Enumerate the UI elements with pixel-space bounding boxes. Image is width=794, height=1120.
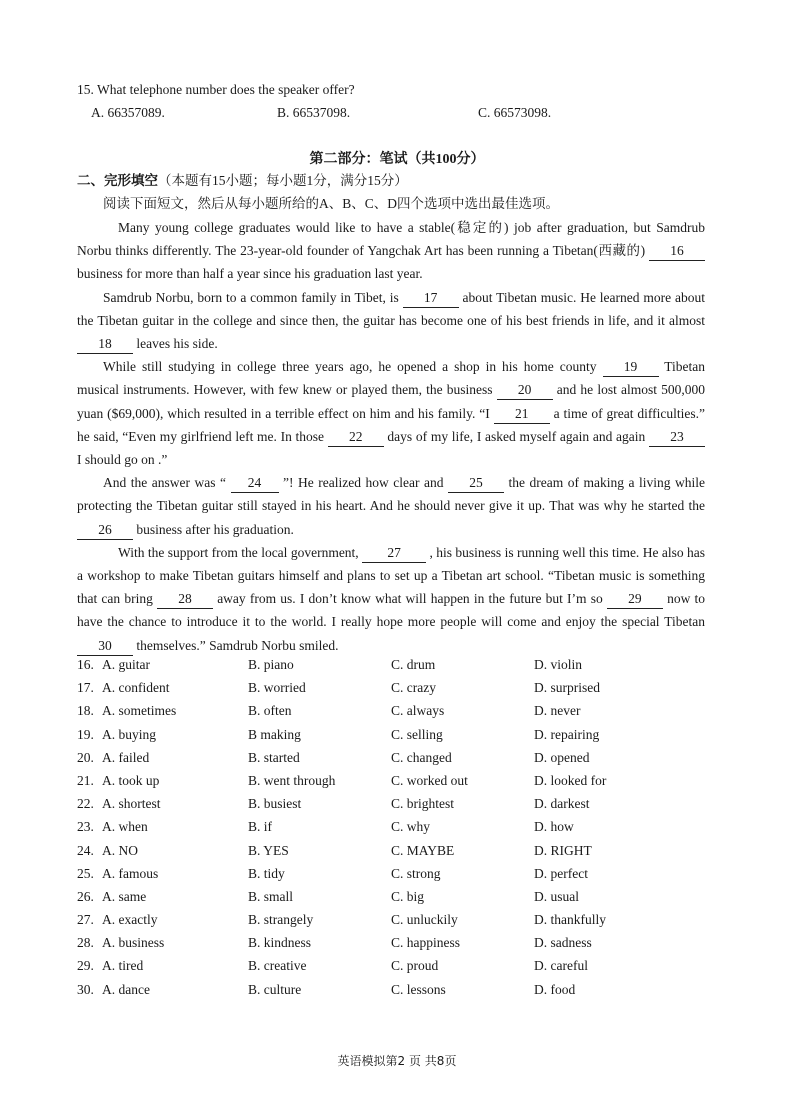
option-b: B. strangely	[248, 912, 314, 928]
option-b: B. small	[248, 888, 294, 904]
blank-22: 22	[328, 428, 384, 447]
option-d: D. darkest	[534, 796, 590, 812]
passage	[77, 216, 705, 657]
option-c: C. big	[391, 888, 425, 904]
option-c: C. lessons	[391, 981, 446, 997]
option-c: C. drum	[391, 657, 436, 672]
question-number: 25.	[77, 865, 94, 881]
option-b: B. if	[248, 819, 273, 835]
question-15-text: 15. What telephone number does the speaker offer?	[77, 82, 355, 97]
option-a: A. same	[102, 888, 147, 904]
option-b: B making	[248, 726, 301, 742]
option-a: A. when	[102, 819, 148, 835]
option-c: C. happiness	[391, 935, 460, 951]
question-number: 16.	[77, 657, 94, 672]
blank-16: 16	[649, 242, 705, 261]
passage-text: themselves.” Samdrub Norbu smiled.	[133, 637, 339, 653]
blank-27: 27	[362, 544, 426, 563]
instruction-text: 阅读下面短文，然后从每小题所给的A、B、C、D四个选项中选出最佳选项。	[103, 196, 560, 211]
option-d: D. opened	[534, 749, 590, 765]
question-number: 19.	[77, 726, 94, 742]
option-row	[77, 794, 717, 817]
option-b: B. creative	[248, 958, 307, 974]
option-row	[77, 933, 717, 956]
option-c: C. strong	[391, 865, 441, 881]
option-c: C. unluckily	[391, 912, 458, 928]
option-row	[77, 725, 717, 748]
option-d: D. usual	[534, 888, 579, 904]
section-title: 第二部分：笔试（共100分）	[309, 152, 485, 167]
part-heading	[77, 171, 408, 191]
option-c: C. proud	[391, 958, 439, 974]
passage-text: With the support from the local government,	[118, 544, 363, 560]
option-a: A. business	[102, 935, 165, 951]
passage-text: leaves his side.	[133, 336, 218, 352]
option-b: B. started	[248, 749, 300, 765]
question-number: 23.	[77, 819, 94, 835]
option-c: C. why	[391, 819, 431, 835]
option-d: D. never	[534, 703, 581, 719]
option-d: D. careful	[534, 958, 588, 974]
question-number: 20.	[77, 749, 94, 765]
passage-paragraph-5	[77, 541, 705, 657]
option-c: C. brightest	[391, 796, 454, 812]
option-c: C. always	[391, 703, 445, 719]
option-row	[77, 887, 717, 910]
option-d: D. repairing	[534, 726, 600, 742]
option-row	[77, 817, 717, 840]
option-b: B. piano	[248, 657, 294, 672]
option-row	[77, 956, 717, 979]
option-d: D. how	[534, 819, 574, 835]
blank-24: 24	[231, 474, 279, 493]
option-d: D. surprised	[534, 680, 600, 696]
passage-text: Many young college graduates would like to have a stable(稳定的) job after graduation, but Samdrub Norbu thinks differently. The 23-year-old founder of Yangchak Art has been running a Tibetan(西藏的)	[77, 220, 705, 259]
question-number: 21.	[77, 772, 94, 788]
option-a: A. NO	[102, 842, 138, 858]
option-a: A. exactly	[102, 912, 158, 928]
option-row	[77, 910, 717, 933]
part-heading-note: （本题有15小题；每小题1分，满分15分）	[158, 173, 408, 188]
blank-26: 26	[77, 521, 133, 540]
blank-18: 18	[77, 335, 133, 354]
passage-text: away from us. I don’t know what will happen in the future but I’m so	[213, 591, 607, 607]
question-number: 24.	[77, 842, 94, 858]
option-d: D. sadness	[534, 935, 592, 951]
option-a: A. took up	[102, 772, 160, 788]
passage-text: business after his graduation.	[133, 521, 294, 537]
option-b: B. kindness	[248, 935, 312, 951]
passage-paragraph-2	[77, 286, 705, 356]
passage-text: , his business is running well this time. He also has a workshop to make Tibetan guitars himself and plans to set up a Tibetan art school. “Tibetan music is something that can bring	[77, 544, 705, 607]
part-heading-label: 二、完形填空	[77, 173, 158, 188]
option-b: B. culture	[248, 981, 302, 997]
option-a: A. guitar	[102, 657, 150, 672]
option-a: A. famous	[102, 865, 159, 881]
option-row	[77, 678, 717, 701]
option-d: D. perfect	[534, 865, 588, 881]
option-b: B. tidy	[248, 865, 285, 881]
option-row	[77, 841, 717, 864]
option-row	[77, 655, 717, 678]
question-number: 17.	[77, 680, 94, 696]
option-d: D. violin	[534, 657, 583, 672]
option-c: C. changed	[391, 749, 452, 765]
blank-29: 29	[607, 590, 663, 609]
option-c: C. worked out	[391, 772, 468, 788]
option-row	[77, 864, 717, 887]
blank-21: 21	[494, 405, 550, 424]
blank-25: 25	[448, 474, 504, 493]
option-row	[77, 980, 717, 1003]
passage-text: about Tibetan music. He learned more about the Tibetan guitar in the college and since then, the guitar has become one of his best friends in life, and it almost	[77, 289, 705, 328]
option-d: D. RIGHT	[534, 842, 592, 858]
question-number: 26.	[77, 888, 94, 904]
option-a: A. buying	[102, 726, 156, 742]
option-a: A. shortest	[102, 796, 161, 812]
option-b: B. YES	[248, 842, 289, 858]
passage-text: While still studying in college three years ago, he opened a shop in his home county	[103, 359, 603, 375]
option-c: C. crazy	[391, 680, 436, 696]
passage-text: the dream of making a living while protecting the Tibetan guitar still stayed in his heart. And he should never give it up. That was why he started the	[77, 475, 705, 514]
option-row	[77, 701, 717, 724]
option-d: D. thankfully	[534, 912, 606, 928]
question-number: 22.	[77, 796, 94, 812]
option-a: A. dance	[102, 981, 150, 997]
passage-text: days of my life, I asked myself again and again	[383, 428, 649, 444]
option-d: D. food	[534, 981, 576, 997]
blank-23: 23	[649, 428, 705, 447]
option-a: A. sometimes	[102, 703, 177, 719]
question-number: 29.	[77, 958, 94, 974]
option-b: B. worried	[248, 680, 306, 696]
option-b: B. often	[248, 703, 292, 719]
passage-text: business for more than half a year since his graduation last year.	[77, 266, 423, 282]
passage-text: Samdrub Norbu, born to a common family in Tibet, is	[103, 289, 403, 305]
passage-text: Tibetan musical instruments. However, with few knew or played them, the business	[77, 359, 705, 398]
passage-text: And the answer was “	[103, 475, 231, 491]
page-footer: 英语模拟第2 页 共8页	[337, 1054, 457, 1068]
passage-text: a time of great difficulties.” he said, “Even my girlfriend left me. In those	[77, 405, 705, 444]
question-number: 27.	[77, 912, 94, 928]
option-d: D. looked for	[534, 772, 607, 788]
blank-20: 20	[497, 381, 553, 400]
blank-19: 19	[603, 358, 659, 377]
option-b: B. went through	[248, 772, 336, 788]
passage-paragraph-3	[77, 355, 705, 471]
passage-text: ”! He realized how clear and	[278, 475, 448, 491]
q15-option-c: C. 66573098.	[478, 105, 552, 120]
option-row	[77, 748, 717, 771]
q15-option-a: A. 66357089.	[91, 105, 165, 120]
option-b: B. busiest	[248, 796, 302, 812]
option-c: C. MAYBE	[391, 842, 455, 858]
option-row	[77, 771, 717, 794]
option-a: A. failed	[102, 749, 150, 765]
option-a: A. confident	[102, 680, 170, 696]
blank-17: 17	[403, 289, 459, 308]
passage-paragraph-4	[77, 471, 705, 541]
option-c: C. selling	[391, 726, 443, 742]
option-a: A. tired	[102, 958, 144, 974]
q15-option-b: B. 66537098.	[277, 105, 351, 120]
passage-text: and he lost almost 500,000 yuan ($69,000), which resulted in a terrible effect on him and his family. “I	[77, 382, 705, 421]
blank-30: 30	[77, 637, 133, 656]
answer-options	[77, 655, 717, 1003]
passage-text: now to have the chance to introduce it to the world. I really hope more people will come and enjoy the special Tibetan	[77, 591, 705, 630]
question-number: 18.	[77, 703, 94, 719]
passage-paragraph-1	[77, 216, 705, 286]
question-number: 28.	[77, 935, 94, 951]
passage-text: I should go on .”	[77, 452, 168, 468]
question-number: 30.	[77, 981, 94, 997]
blank-28: 28	[157, 590, 213, 609]
